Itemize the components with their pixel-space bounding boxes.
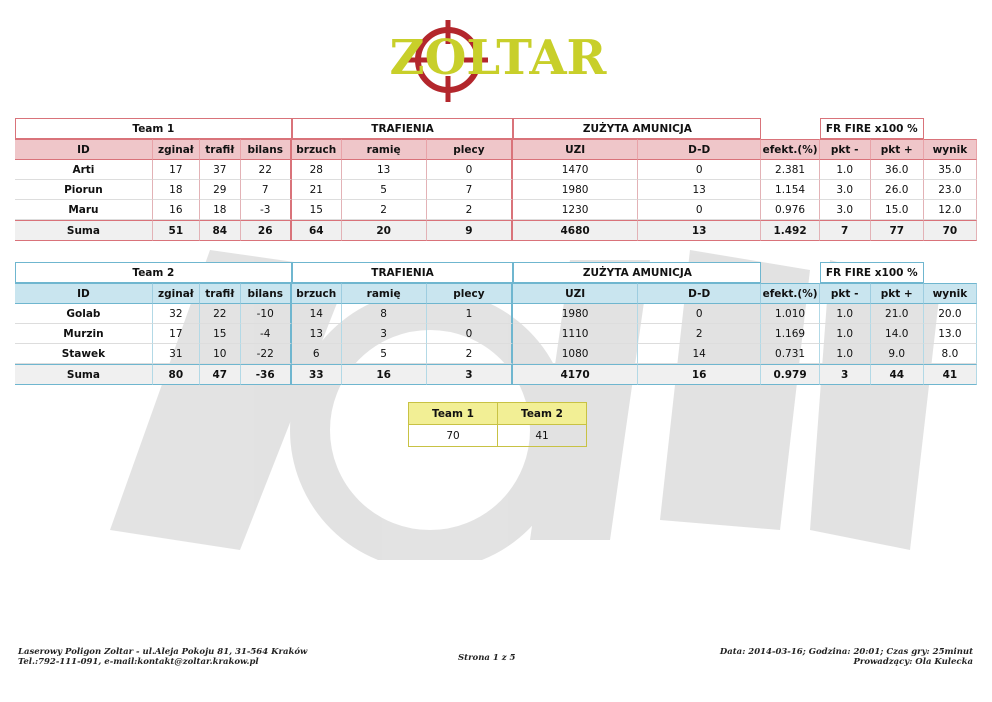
group-ammo: ZUŻYTA AMUNICJA xyxy=(513,118,761,139)
team2-table xyxy=(15,262,977,385)
cell-ramie: 2 xyxy=(342,200,427,220)
cell-pkt-plus: 44 xyxy=(871,364,924,385)
cell-trafil: 47 xyxy=(200,364,241,385)
page-number: Strona 1 z 5 xyxy=(458,653,516,663)
cell-ramie: 20 xyxy=(342,220,427,241)
cell-wynik: 41 xyxy=(924,364,977,385)
cell-id: Piorun xyxy=(15,180,153,200)
col-dd: D-D xyxy=(638,139,762,160)
cell-trafil: 22 xyxy=(200,304,241,324)
col-efekt: efekt.(%) xyxy=(761,139,819,160)
col-uzi: UZI xyxy=(513,139,638,160)
cell-pkt-minus: 1.0 xyxy=(820,324,871,344)
cell-bilans: -22 xyxy=(241,344,292,364)
cell-ramie: 5 xyxy=(342,180,427,200)
cell-pkt-minus: 3.0 xyxy=(820,180,871,200)
cell-efekt: 1.492 xyxy=(761,220,819,241)
cell-pkt-minus: 1.0 xyxy=(820,344,871,364)
cell-trafil: 84 xyxy=(200,220,241,241)
cell-trafil: 37 xyxy=(200,160,241,180)
cell-uzi: 1230 xyxy=(513,200,638,220)
col-zginal: zginał xyxy=(153,283,200,304)
team-name: Team 1 xyxy=(15,118,292,139)
team-rows xyxy=(15,160,977,241)
cell-pkt-plus: 9.0 xyxy=(871,344,924,364)
cell-pkt-plus: 26.0 xyxy=(871,180,924,200)
summary-table xyxy=(408,402,587,447)
col-bilans: bilans xyxy=(241,283,292,304)
cell-id: Suma xyxy=(15,220,153,241)
cell-efekt: 0.979 xyxy=(761,364,819,385)
cell-wynik: 23.0 xyxy=(924,180,977,200)
date-line: Data: 2014-03-16; Godzina: 20:01; Czas gry: 25minut xyxy=(719,647,973,657)
cell-ramie: 3 xyxy=(342,324,427,344)
cell-uzi: 1110 xyxy=(513,324,638,344)
cell-pkt-minus: 1.0 xyxy=(820,304,871,324)
group-hits: TRAFIENIA xyxy=(292,118,514,139)
cell-efekt: 1.010 xyxy=(761,304,819,324)
summary-team2-score: 41 xyxy=(498,425,587,447)
cell-id: Suma xyxy=(15,364,153,385)
cell-bilans: -36 xyxy=(241,364,292,385)
cell-trafil: 18 xyxy=(200,200,241,220)
cell-ramie: 5 xyxy=(342,344,427,364)
col-pkt-minus: pkt - xyxy=(820,283,871,304)
sum-row xyxy=(15,220,977,241)
cell-ramie: 8 xyxy=(342,304,427,324)
contact-line: Tel.:792-111-091, e-mail:kontakt@zoltar.krakow.pl xyxy=(18,657,259,667)
sum-row xyxy=(15,364,977,385)
cell-pkt-plus: 14.0 xyxy=(871,324,924,344)
cell-uzi: 4680 xyxy=(513,220,638,241)
player-row xyxy=(15,304,977,324)
cell-brzuch: 33 xyxy=(292,364,342,385)
cell-zginal: 18 xyxy=(153,180,200,200)
cell-id: Murzin xyxy=(15,324,153,344)
cell-wynik: 70 xyxy=(924,220,977,241)
cell-plecy: 9 xyxy=(427,220,514,241)
cell-wynik: 12.0 xyxy=(924,200,977,220)
cell-brzuch: 64 xyxy=(292,220,342,241)
cell-uzi: 4170 xyxy=(513,364,638,385)
player-row xyxy=(15,344,977,364)
cell-brzuch: 14 xyxy=(292,304,342,324)
footer-meta xyxy=(720,647,973,667)
cell-efekt: 0.976 xyxy=(761,200,819,220)
col-trafil: trafił xyxy=(200,283,241,304)
cell-dd: 13 xyxy=(638,220,762,241)
cell-dd: 2 xyxy=(638,324,762,344)
player-row xyxy=(15,180,977,200)
cell-uzi: 1470 xyxy=(513,160,638,180)
cell-wynik: 35.0 xyxy=(924,160,977,180)
cell-plecy: 0 xyxy=(427,160,514,180)
col-ramie: ramię xyxy=(342,283,427,304)
cell-wynik: 13.0 xyxy=(924,324,977,344)
cell-wynik: 8.0 xyxy=(924,344,977,364)
col-id: ID xyxy=(15,283,153,304)
cell-id: Stawek xyxy=(15,344,153,364)
cell-bilans: -3 xyxy=(241,200,292,220)
cell-bilans: 7 xyxy=(241,180,292,200)
cell-pkt-minus: 1.0 xyxy=(820,160,871,180)
cell-zginal: 80 xyxy=(153,364,200,385)
cell-plecy: 0 xyxy=(427,324,514,344)
cell-brzuch: 15 xyxy=(292,200,342,220)
col-brzuch: brzuch xyxy=(292,283,342,304)
col-wynik: wynik xyxy=(924,283,977,304)
cell-efekt: 2.381 xyxy=(761,160,819,180)
col-plecy: plecy xyxy=(427,139,514,160)
cell-dd: 0 xyxy=(638,200,762,220)
cell-bilans: 26 xyxy=(241,220,292,241)
cell-zginal: 51 xyxy=(153,220,200,241)
cell-zginal: 17 xyxy=(153,324,200,344)
cell-plecy: 2 xyxy=(427,200,514,220)
group-fire: FR FIRE x100 % xyxy=(820,118,924,139)
cell-uzi: 1980 xyxy=(513,180,638,200)
col-zginal: zginał xyxy=(153,139,200,160)
cell-dd: 16 xyxy=(638,364,762,385)
col-id: ID xyxy=(15,139,153,160)
cell-zginal: 16 xyxy=(153,200,200,220)
col-ramie: ramię xyxy=(342,139,427,160)
col-plecy: plecy xyxy=(427,283,514,304)
cell-zginal: 17 xyxy=(153,160,200,180)
cell-trafil: 15 xyxy=(200,324,241,344)
col-brzuch: brzuch xyxy=(292,139,342,160)
player-row xyxy=(15,324,977,344)
group-ammo: ZUŻYTA AMUNICJA xyxy=(513,262,761,283)
col-dd: D-D xyxy=(638,283,762,304)
cell-ramie: 16 xyxy=(342,364,427,385)
cell-pkt-plus: 77 xyxy=(871,220,924,241)
cell-efekt: 0.731 xyxy=(761,344,819,364)
cell-pkt-plus: 21.0 xyxy=(871,304,924,324)
col-pkt-plus: pkt + xyxy=(871,139,924,160)
cell-efekt: 1.169 xyxy=(761,324,819,344)
cell-brzuch: 21 xyxy=(292,180,342,200)
player-row xyxy=(15,160,977,180)
col-pkt-plus: pkt + xyxy=(871,283,924,304)
col-efekt: efekt.(%) xyxy=(761,283,819,304)
cell-pkt-plus: 36.0 xyxy=(871,160,924,180)
cell-dd: 14 xyxy=(638,344,762,364)
address-line: Laserowy Poligon Zoltar - ul.Aleja Pokoju 81, 31-564 Kraków xyxy=(18,647,308,657)
group-fire: FR FIRE x100 % xyxy=(820,262,924,283)
col-wynik: wynik xyxy=(924,139,977,160)
cell-dd: 0 xyxy=(638,304,762,324)
cell-uzi: 1080 xyxy=(513,344,638,364)
team1-table xyxy=(15,118,977,241)
cell-wynik: 20.0 xyxy=(924,304,977,324)
cell-bilans: -4 xyxy=(241,324,292,344)
cell-trafil: 10 xyxy=(200,344,241,364)
cell-plecy: 3 xyxy=(427,364,514,385)
summary-team1-label: Team 1 xyxy=(409,403,498,425)
cell-zginal: 31 xyxy=(153,344,200,364)
col-trafil: trafił xyxy=(200,139,241,160)
cell-id: Arti xyxy=(15,160,153,180)
cell-zginal: 32 xyxy=(153,304,200,324)
cell-trafil: 29 xyxy=(200,180,241,200)
cell-brzuch: 13 xyxy=(292,324,342,344)
col-uzi: UZI xyxy=(513,283,638,304)
footer-address xyxy=(18,647,307,667)
cell-pkt-plus: 15.0 xyxy=(871,200,924,220)
cell-pkt-minus: 3.0 xyxy=(820,200,871,220)
cell-dd: 13 xyxy=(638,180,762,200)
col-pkt-minus: pkt - xyxy=(820,139,871,160)
group-hits: TRAFIENIA xyxy=(292,262,514,283)
cell-pkt-minus: 3 xyxy=(820,364,871,385)
header-row xyxy=(15,283,977,304)
team-rows xyxy=(15,304,977,385)
summary-team2-label: Team 2 xyxy=(498,403,587,425)
player-row xyxy=(15,200,977,220)
cell-plecy: 7 xyxy=(427,180,514,200)
cell-efekt: 1.154 xyxy=(761,180,819,200)
cell-id: Golab xyxy=(15,304,153,324)
team-name: Team 2 xyxy=(15,262,292,283)
cell-ramie: 13 xyxy=(342,160,427,180)
summary-team1-score: 70 xyxy=(409,425,498,447)
cell-bilans: -10 xyxy=(241,304,292,324)
cell-brzuch: 6 xyxy=(292,344,342,364)
header-row xyxy=(15,139,977,160)
logo-text: ZOLTAR xyxy=(389,30,607,86)
cell-plecy: 2 xyxy=(427,344,514,364)
cell-bilans: 22 xyxy=(241,160,292,180)
zoltar-logo xyxy=(388,14,608,106)
cell-pkt-minus: 7 xyxy=(820,220,871,241)
host-line: Prowadzący: Ola Kulecka xyxy=(853,657,973,667)
cell-uzi: 1980 xyxy=(513,304,638,324)
cell-dd: 0 xyxy=(638,160,762,180)
col-bilans: bilans xyxy=(241,139,292,160)
cell-plecy: 1 xyxy=(427,304,514,324)
cell-id: Maru xyxy=(15,200,153,220)
cell-brzuch: 28 xyxy=(292,160,342,180)
